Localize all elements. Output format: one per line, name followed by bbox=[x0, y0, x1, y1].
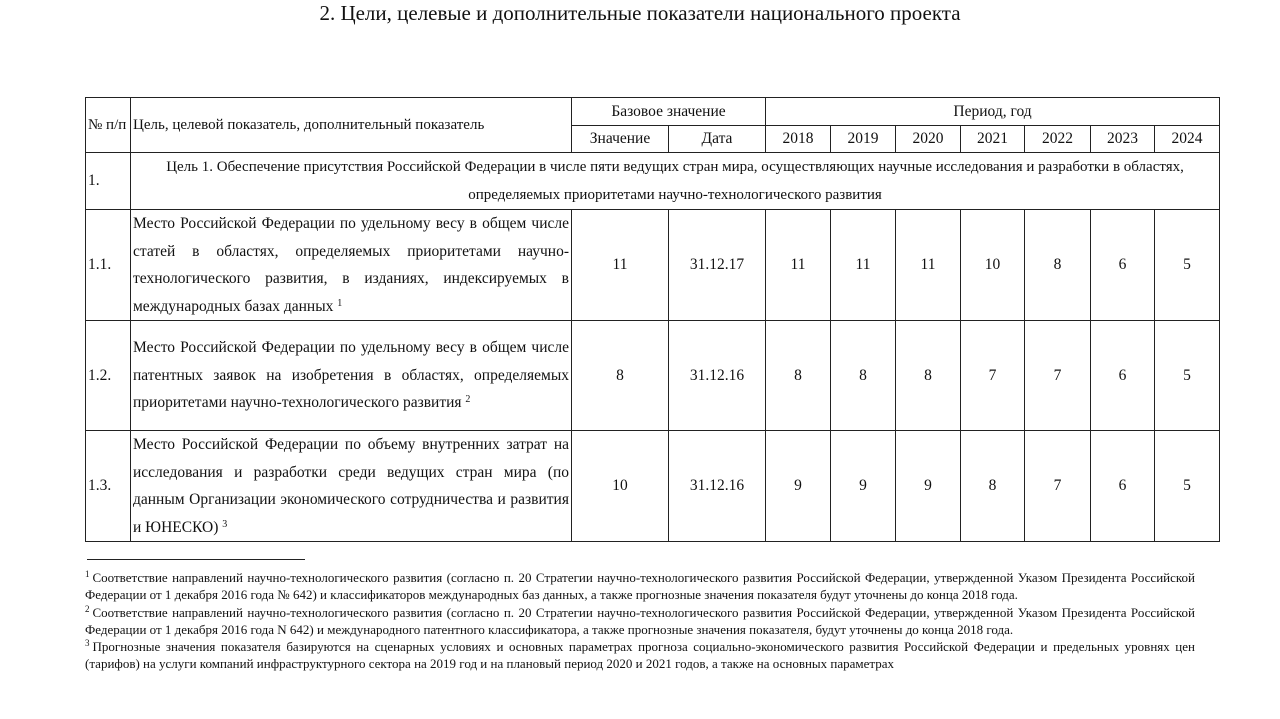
base-date: 31.12.16 bbox=[669, 321, 766, 431]
year-value: 5 bbox=[1155, 210, 1220, 321]
footnotes bbox=[85, 569, 1195, 673]
row-number: 1.2. bbox=[86, 321, 131, 431]
year-value: 8 bbox=[961, 431, 1025, 542]
year-value: 11 bbox=[766, 210, 831, 321]
header-year: 2021 bbox=[961, 126, 1025, 153]
footnote bbox=[85, 638, 1195, 673]
footnote-text: Соответствие направлений научно-технологического развития (согласно п. 20 Стратегии научно-технологического развития Российской Федерации, утвержденной Указом Президента Российской Федерации от 1 декабря 2016 года № 642) и классификаторов международных баз данных, а также прогнозные значения показателя будут уточнены до конца 2018 года. bbox=[85, 570, 1195, 603]
header-base-date: Дата bbox=[669, 126, 766, 153]
year-value: 9 bbox=[831, 431, 896, 542]
indicators-table bbox=[85, 97, 1220, 542]
year-value: 6 bbox=[1091, 210, 1155, 321]
goal-row bbox=[86, 153, 1220, 210]
year-value: 8 bbox=[896, 321, 961, 431]
indicator-name-cell bbox=[131, 321, 572, 431]
base-value: 10 bbox=[572, 431, 669, 542]
footnote-mark: 2 bbox=[85, 603, 90, 614]
indicator-name: Место Российской Федерации по удельному весу в общем числе патентных заявок на изобретения в областях, определяемых приоритетами научно-технологического развития bbox=[133, 339, 569, 412]
indicator-name: Место Российской Федерации по удельному весу в общем числе статей в областях, определяемых приоритетами научно-технологического развития, в изданиях, индексируемых в международных базах данных bbox=[133, 215, 569, 315]
header-year: 2024 bbox=[1155, 126, 1220, 153]
year-value: 11 bbox=[831, 210, 896, 321]
table-row bbox=[86, 321, 1220, 431]
year-value: 8 bbox=[831, 321, 896, 431]
indicator-name-cell bbox=[131, 210, 572, 321]
header-year: 2018 bbox=[766, 126, 831, 153]
year-value: 9 bbox=[766, 431, 831, 542]
header-row-top bbox=[86, 98, 1220, 126]
table-row bbox=[86, 210, 1220, 321]
year-value: 9 bbox=[896, 431, 961, 542]
footnote bbox=[85, 569, 1195, 604]
year-value: 6 bbox=[1091, 431, 1155, 542]
year-value: 7 bbox=[961, 321, 1025, 431]
header-period-group: Период, год bbox=[766, 98, 1220, 126]
footnote-text: Соответствие направлений научно-технологического развития (согласно п. 20 Стратегии научно-технологического развития Российской Федерации, утвержденной Указом Президента Российской Федерации от 1 декабря 2016 года N 642) и международного патентного классификатора, а также прогнозные значения показателя, будут уточнены до конца 2018 года. bbox=[85, 604, 1195, 637]
year-value: 11 bbox=[896, 210, 961, 321]
goal-text: Цель 1. Обеспечение присутствия Российской Федерации в числе пяти ведущих стран мира, осуществляющих научные исследования и разработки в областях, определяемых приоритетами научно-технологического развития bbox=[131, 153, 1220, 210]
base-date: 31.12.16 bbox=[669, 431, 766, 542]
footnote-mark: 1 bbox=[85, 569, 90, 579]
row-number: 1.1. bbox=[86, 210, 131, 321]
row-number: 1.3. bbox=[86, 431, 131, 542]
base-value: 8 bbox=[572, 321, 669, 431]
year-value: 5 bbox=[1155, 431, 1220, 542]
year-value: 10 bbox=[961, 210, 1025, 321]
header-year: 2022 bbox=[1025, 126, 1091, 153]
footnote-divider bbox=[87, 559, 305, 560]
header-number: № п/п bbox=[86, 98, 131, 153]
base-date: 31.12.17 bbox=[669, 210, 766, 321]
header-year: 2023 bbox=[1091, 126, 1155, 153]
year-value: 8 bbox=[766, 321, 831, 431]
header-base-value: Значение bbox=[572, 126, 669, 153]
year-value: 7 bbox=[1025, 321, 1091, 431]
goal-number: 1. bbox=[86, 153, 131, 210]
footnote-ref: 1 bbox=[337, 297, 343, 309]
footnote bbox=[85, 604, 1195, 639]
table-row bbox=[86, 431, 1220, 542]
footnote-ref: 2 bbox=[465, 394, 471, 406]
footnote-ref: 3 bbox=[222, 518, 228, 530]
header-year: 2019 bbox=[831, 126, 896, 153]
base-value: 11 bbox=[572, 210, 669, 321]
year-value: 8 bbox=[1025, 210, 1091, 321]
indicator-name-cell bbox=[131, 431, 572, 542]
page-title: 2. Цели, целевые и дополнительные показатели национального проекта bbox=[319, 1, 961, 25]
year-value: 5 bbox=[1155, 321, 1220, 431]
footnote-mark: 3 bbox=[85, 638, 90, 649]
header-base-value-group: Базовое значение bbox=[572, 98, 766, 126]
year-value: 6 bbox=[1091, 321, 1155, 431]
indicator-name: Место Российской Федерации по объему внутренних затрат на исследования и разработки среди ведущих стран мира (по данным Организации экономического сотрудничества и развития и ЮНЕСКО) bbox=[133, 436, 569, 536]
year-value: 7 bbox=[1025, 431, 1091, 542]
header-year: 2020 bbox=[896, 126, 961, 153]
footnote-text: Прогнозные значения показателя базируются на сценарных условиях и основных параметрах прогноза социально-экономического развития Российской Федерации и предельных уровнях цен (тарифов) на услуги компаний инфраструктурного сектора на 2019 год и на плановый период 2020 и 2021 годов, а также на основных параметрах bbox=[85, 639, 1195, 672]
header-indicator-name: Цель, целевой показатель, дополнительный показатель bbox=[131, 98, 572, 153]
